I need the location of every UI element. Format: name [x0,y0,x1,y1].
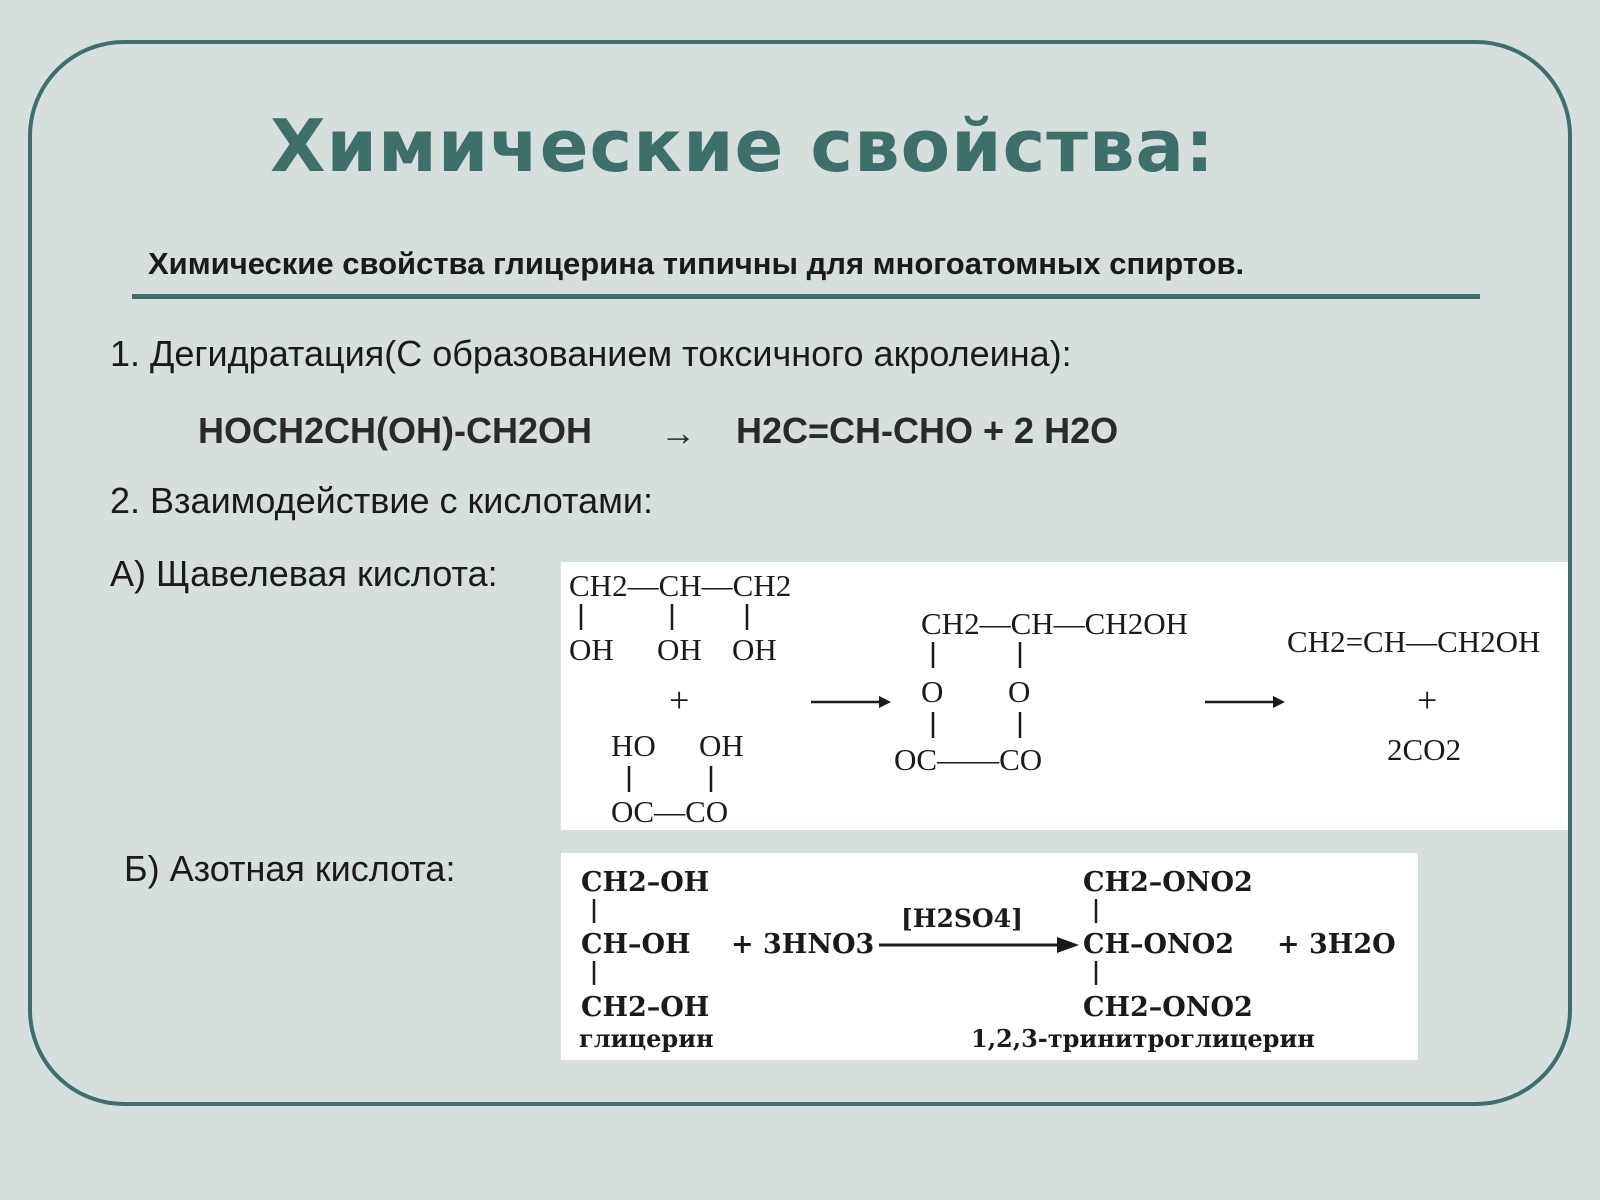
item-nitric-acid: Б) Азотная кислота: [124,848,456,889]
glycerol-label: глицерин [579,1024,714,1053]
nitroglycerin-row-1: CH2–ONO2 [1083,867,1253,898]
oxalic-acid-oh: OH [699,728,744,763]
glycerol-row-1: CH2–OH [581,867,710,898]
water-byproduct: + 3H2O [1277,929,1396,960]
item-oxalic-acid: А) Щавелевая кислота: [110,553,498,594]
nitroglycerin-row-3: CH2–ONO2 [1083,992,1253,1023]
intermediate-o-1: O [921,674,944,709]
glycerol-oh-1: OH [569,632,614,667]
intermediate-o-2: O [1008,674,1031,709]
item-acids: 2. Взаимодействие с кислотами: [110,480,654,521]
intermediate-oxalate: OC——CO [894,742,1043,777]
equation-left: HOCH2CH(OH)-CH2OH [198,410,592,451]
nitroglycerin-row-2: CH–ONO2 [1083,929,1235,960]
product-plus-sign: + [1417,680,1438,720]
divider [132,294,1480,299]
nitric-reaction-scheme [561,853,1418,1060]
reaction-arrow-icon: → [660,412,696,453]
catalyst-label: [H2SO4] [901,904,1023,933]
slide-title: Химические свойства: [270,104,1215,188]
glycerol-formula: CH2—CH—CH2 [569,568,792,603]
carbon-dioxide: 2CO2 [1387,732,1462,767]
glycerol-oh-2: OH [657,632,702,667]
glycerol-row-3: CH2–OH [581,992,710,1023]
slide-subtitle: Химические свойства глицерина типичны для многоатомных спиртов. [148,246,1245,281]
item-dehydration: 1. Дегидратация(С образованием токсичного акролеина): [110,333,1072,374]
plus-sign: + [669,680,690,720]
equation-right: H2C=CH-CHO + 2 H2O [736,410,1119,451]
oxalic-acid-core: OC—CO [611,794,729,829]
glycerol-row-2: CH–OH [581,929,691,960]
intermediate-formula: CH2—CH—CH2OH [921,606,1188,641]
nitroglycerin-label: 1,2,3-тринитроглицерин [971,1024,1315,1053]
oxalic-reaction-scheme [561,562,1568,830]
glycerol-oh-3: OH [732,632,777,667]
oxalic-acid-ho: HO [611,728,656,763]
nitric-acid-reagent: + 3HNO3 [731,929,875,960]
allyl-alcohol-formula: CH2=CH—CH2OH [1287,624,1541,659]
